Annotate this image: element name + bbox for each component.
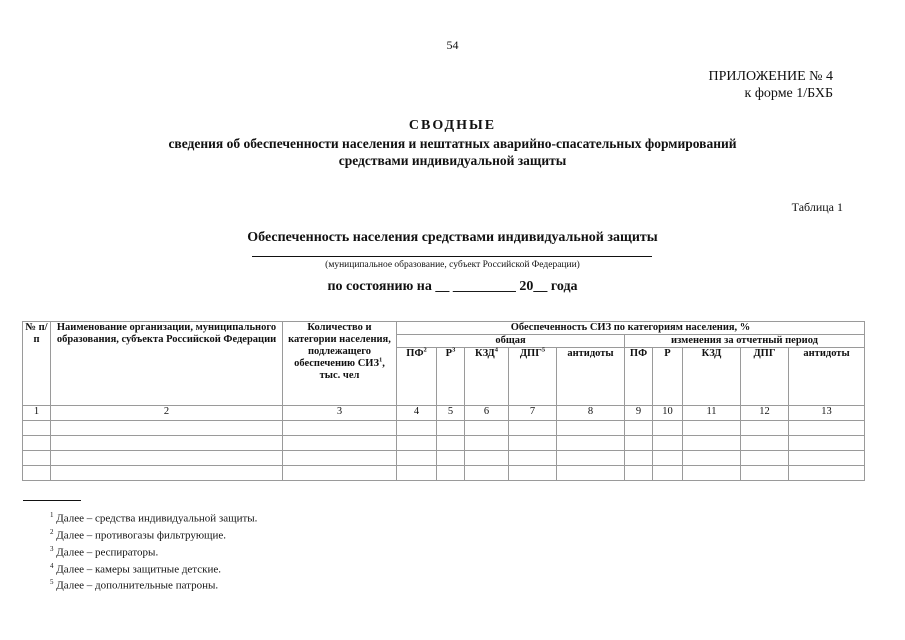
footnote [50,509,257,526]
column-number: 13 [789,406,865,421]
footnote-number: 3 [50,544,54,553]
table-cell[interactable] [51,436,283,451]
subheading-line-2: средствами индивидуальной защиты [338,153,567,168]
header-quantity-unit: , тыс. чел [319,358,385,381]
footnote-text: Далее – противогазы фильтрующие. [56,529,227,542]
header-change-antidotes: антидоты [789,348,865,406]
table-cell[interactable] [23,436,51,451]
table-cell[interactable] [397,421,437,436]
header-population-quantity [283,322,397,406]
municipality-fill-line [252,256,652,257]
appendix-reference [709,68,834,102]
header-change-pf: ПФ [625,348,653,406]
footnote-number: 2 [50,527,54,536]
subheading-line-1: сведения об обеспеченности населения и нештатных аварийно-спасательных формирований [168,136,737,151]
footnote-text: Далее – дополнительные патроны. [56,580,219,593]
table-cell[interactable] [509,436,557,451]
column-number: 6 [465,406,509,421]
table-cell[interactable] [557,421,625,436]
column-number: 11 [683,406,741,421]
page-number: 54 [446,38,459,52]
table-cell[interactable] [653,421,683,436]
table-cell[interactable] [51,466,283,481]
table-cell[interactable] [741,436,789,451]
table-cell[interactable] [51,421,283,436]
table-cell[interactable] [283,451,397,466]
footnote-separator [23,500,81,501]
table-cell[interactable] [437,421,465,436]
footnote-ref-2: 2 [423,346,427,354]
table-row [23,466,865,481]
header-dpg [509,348,557,406]
footnote [50,543,257,560]
header-pf [397,348,437,406]
table-cell[interactable] [789,451,865,466]
table-cell[interactable] [465,451,509,466]
table-cell[interactable] [683,466,741,481]
table-title: Обеспеченность населения средствами индивидуальной защиты [247,230,658,245]
table-cell[interactable] [283,436,397,451]
as-of-date: по состоянию на __ _________ 20__ года [327,279,578,294]
table-row [23,421,865,436]
column-number: 10 [653,406,683,421]
header-changes: изменения за отчетный период [625,335,865,348]
table-cell[interactable] [437,466,465,481]
table-cell[interactable] [509,451,557,466]
footnote-ref-5: 5 [541,346,546,354]
table-cell[interactable] [683,436,741,451]
table-row [23,451,865,466]
table-cell[interactable] [741,451,789,466]
header-antidotes: антидоты [557,348,625,406]
table-cell[interactable] [509,466,557,481]
column-number: 5 [437,406,465,421]
table-cell[interactable] [397,451,437,466]
table-cell[interactable] [557,436,625,451]
table-cell[interactable] [51,451,283,466]
header-coverage-group: Обеспеченность СИЗ по категориям населения, % [397,322,865,335]
table-cell[interactable] [23,466,51,481]
table-cell[interactable] [283,466,397,481]
table-cell[interactable] [625,436,653,451]
table-cell[interactable] [23,451,51,466]
header-total: общая [397,335,625,348]
header-kzd-label: КЗД [475,348,495,359]
footnote [50,576,257,593]
footnote-text: Далее – средства индивидуальной защиты. [56,512,258,525]
column-number: 8 [557,406,625,421]
header-quantity-text: Количество и категории населения, подлежащего обеспечению СИЗ [288,322,391,369]
header-number: № п/п [23,322,51,406]
header-row-1 [23,322,865,335]
header-change-dpg: ДПГ [741,348,789,406]
table-cell[interactable] [465,436,509,451]
document-subheading [0,135,905,169]
column-number: 9 [625,406,653,421]
header-kzd [465,348,509,406]
footnote-ref-4: 4 [494,346,498,354]
header-organization: Наименование организации, муниципального образования, субъекта Российской Федерации [51,322,283,406]
table-cell[interactable] [397,436,437,451]
header-change-kzd: КЗД [683,348,741,406]
table-row [23,436,865,451]
header-r [437,348,465,406]
table-cell[interactable] [683,451,741,466]
table-cell[interactable] [789,436,865,451]
table-cell[interactable] [625,466,653,481]
footnote [50,526,257,543]
column-number: 1 [23,406,51,421]
header-r-label: Р [445,348,453,359]
footnote-text: Далее – камеры защитные детские. [56,563,221,576]
column-number: 4 [397,406,437,421]
table-cell[interactable] [557,466,625,481]
table-cell[interactable] [283,421,397,436]
table-cell[interactable] [653,451,683,466]
table-cell[interactable] [741,421,789,436]
appendix-title: ПРИЛОЖЕНИЕ № 4 [708,69,833,84]
column-number-row [23,406,865,421]
table-cell[interactable] [653,466,683,481]
footnote-number: 4 [50,561,54,570]
table-cell[interactable] [557,451,625,466]
table-cell[interactable] [397,466,437,481]
table-label: Таблица 1 [791,200,843,214]
table-cell[interactable] [23,421,51,436]
footnotes [50,509,257,593]
footnote-ref-1: 1 [379,356,383,364]
coverage-table [22,321,865,481]
column-number: 7 [509,406,557,421]
document-heading: СВОДНЫЕ [408,118,497,133]
header-pf-label: ПФ [406,348,424,359]
table-cell[interactable] [653,436,683,451]
appendix-form: к форме 1/БХБ [744,86,833,101]
table-cell[interactable] [789,421,865,436]
header-change-r: Р [653,348,683,406]
column-number: 12 [741,406,789,421]
table-cell[interactable] [683,421,741,436]
footnote [50,560,257,577]
column-number: 3 [283,406,397,421]
footnote-text: Далее – респираторы. [56,546,159,559]
table-cell[interactable] [465,466,509,481]
municipality-caption: (муниципальное образование, субъект Российской Федерации) [325,260,580,270]
table-cell[interactable] [437,436,465,451]
table-cell[interactable] [509,421,557,436]
table-cell[interactable] [465,421,509,436]
column-number: 2 [51,406,283,421]
table-cell[interactable] [625,451,653,466]
table-cell[interactable] [741,466,789,481]
footnote-number: 5 [50,578,54,587]
footnote-ref-3: 3 [452,346,456,354]
footnote-number: 1 [50,511,54,519]
header-dpg-label: ДПГ [519,348,542,359]
table-cell[interactable] [789,466,865,481]
table-cell[interactable] [437,451,465,466]
table-cell[interactable] [625,421,653,436]
